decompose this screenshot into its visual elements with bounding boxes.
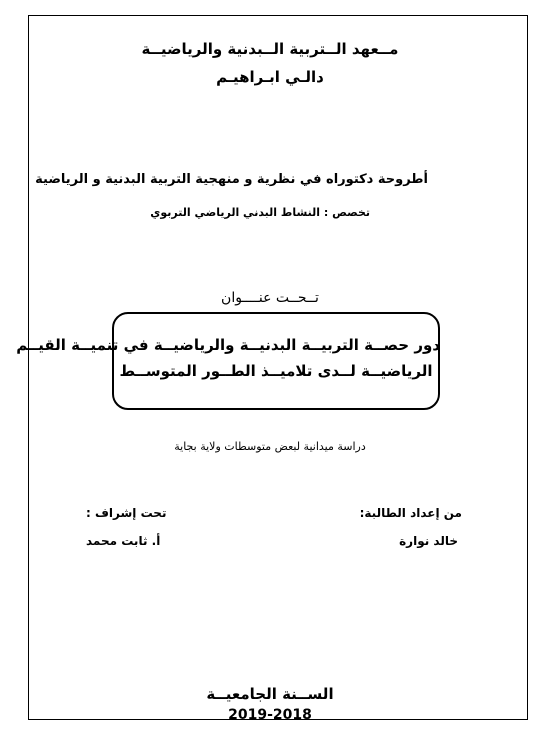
thesis-type: أطروحة دكتوراه في نظرية و منهجية التربية البدنية و الرياضية <box>35 172 428 187</box>
supervisor-name: أ. ثابت محمد <box>86 534 161 548</box>
title-box <box>16 312 440 410</box>
academic-year: 2019-2018 <box>228 707 312 723</box>
institute-name: مــعهد الــتربية الــبدنية والرياضيــة <box>141 40 399 58</box>
student-name: خالد نوارة <box>399 534 458 548</box>
field-study-subtitle: دراسة ميدانية لبعض متوسطات ولاية بجاية <box>174 440 366 453</box>
under-title-label: تــحــت عنــــوان <box>221 290 319 306</box>
university-name: دالـي ابـراهيـم <box>216 68 324 86</box>
thesis-title-line-1: دور حصــة التربيــة البدنيــة والرياضيــة في تنميــة القيــم <box>16 336 440 354</box>
supervision-label: تحت إشراف : <box>86 506 167 520</box>
academic-year-label: الســنة الجامعيــة <box>206 685 334 703</box>
specialization: تخصص : النشاط البدني الرياضي التربوي <box>150 206 370 219</box>
thesis-title-line-2: الرياضيــة لــدى تلاميــذ الطــور المتوســط <box>119 362 433 380</box>
prepared-by-label: من إعداد الطالبة: <box>359 506 462 520</box>
